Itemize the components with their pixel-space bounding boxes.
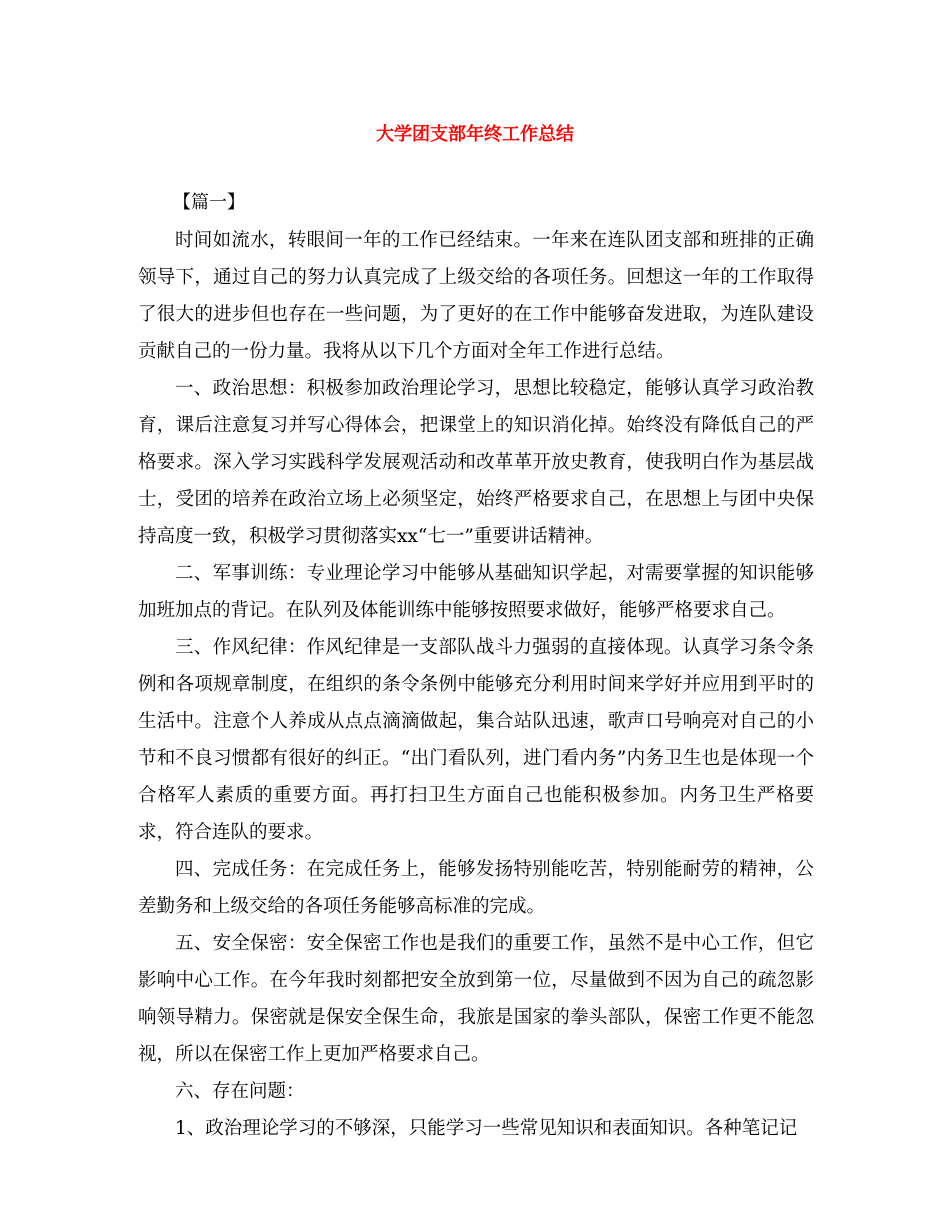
document-title: 大学团支部年终工作总结 <box>376 124 574 145</box>
paragraph-security: 五、安全保密：安全保密工作也是我们的重要工作，虽然不是中心工作，但它影响中心工作。在今年我时刻都把安全放到第一位，尽量做到不因为自己的疏忽影响领导精力。保密就是保安全保生命，我旅是国家的拳头部队，保密工作更不能忽视，所以在保密工作上更加严格要求自己。 <box>138 933 814 1065</box>
paragraph-intro: 时间如流水，转眼间一年的工作已经结束。一年来在连队团支部和班排的正确领导下，通过自己的努力认真完成了上级交给的各项任务。回想这一年的工作取得了很大的进步但也存在一些问题，为了更好的在工作中能够奋发进取，为连队建设贡献自己的一份力量。我将从以下几个方面对全年工作进行总结。 <box>138 230 814 362</box>
paragraph-tasks: 四、完成任务：在完成任务上，能够发扬特别能吃苦，特别能耐劳的精神，公差勤务和上级交给的各项任务能够高标准的完成。 <box>138 859 814 917</box>
paragraph-political: 一、政治思想：积极参加政治理论学习，思想比较稳定，能够认真学习政治教育，课后注意复习并写心得体会，把课堂上的知识消化掉。始终没有降低自己的严格要求。深入学习实践科学发展观活动和改革革开放史教育，使我明白作为基层战士，受团的培养在政治立场上必须坚定，始终严格要求自己，在思想上与团中央保持高度一致，积极学习贯彻落实xx“七一”重要讲话精神。 <box>138 378 814 547</box>
section-label: 【篇一】 <box>173 192 245 213</box>
paragraph-military-training: 二、军事训练：专业理论学习中能够从基础知识学起，对需要掌握的知识能够加班加点的背记。在队列及体能训练中能够按照要求做好，能够严格要求自己。 <box>138 563 814 621</box>
document-body <box>138 222 814 1147</box>
paragraph-problem-1: 1、政治理论学习的不够深，只能学习一些常见知识和表面知识。各种笔记记 <box>175 1118 798 1139</box>
paragraph-problems-heading: 六、存在问题： <box>175 1081 305 1102</box>
paragraph-discipline: 三、作风纪律：作风纪律是一支部队战斗力强弱的直接体现。认真学习条令条例和各项规章制度，在组织的条令条例中能够充分利用时间来学好并应用到平时的生活中。注意个人养成从点点滴滴做起，集合站队迅速，歌声口号响亮对自己的小节和不良习惯都有很好的纠正。“出门看队列，进门看内务”内务卫生也是体现一个合格军人素质的重要方面。再打扫卫生方面自己也能积极参加。内务卫生严格要求，符合连队的要求。 <box>138 637 814 843</box>
